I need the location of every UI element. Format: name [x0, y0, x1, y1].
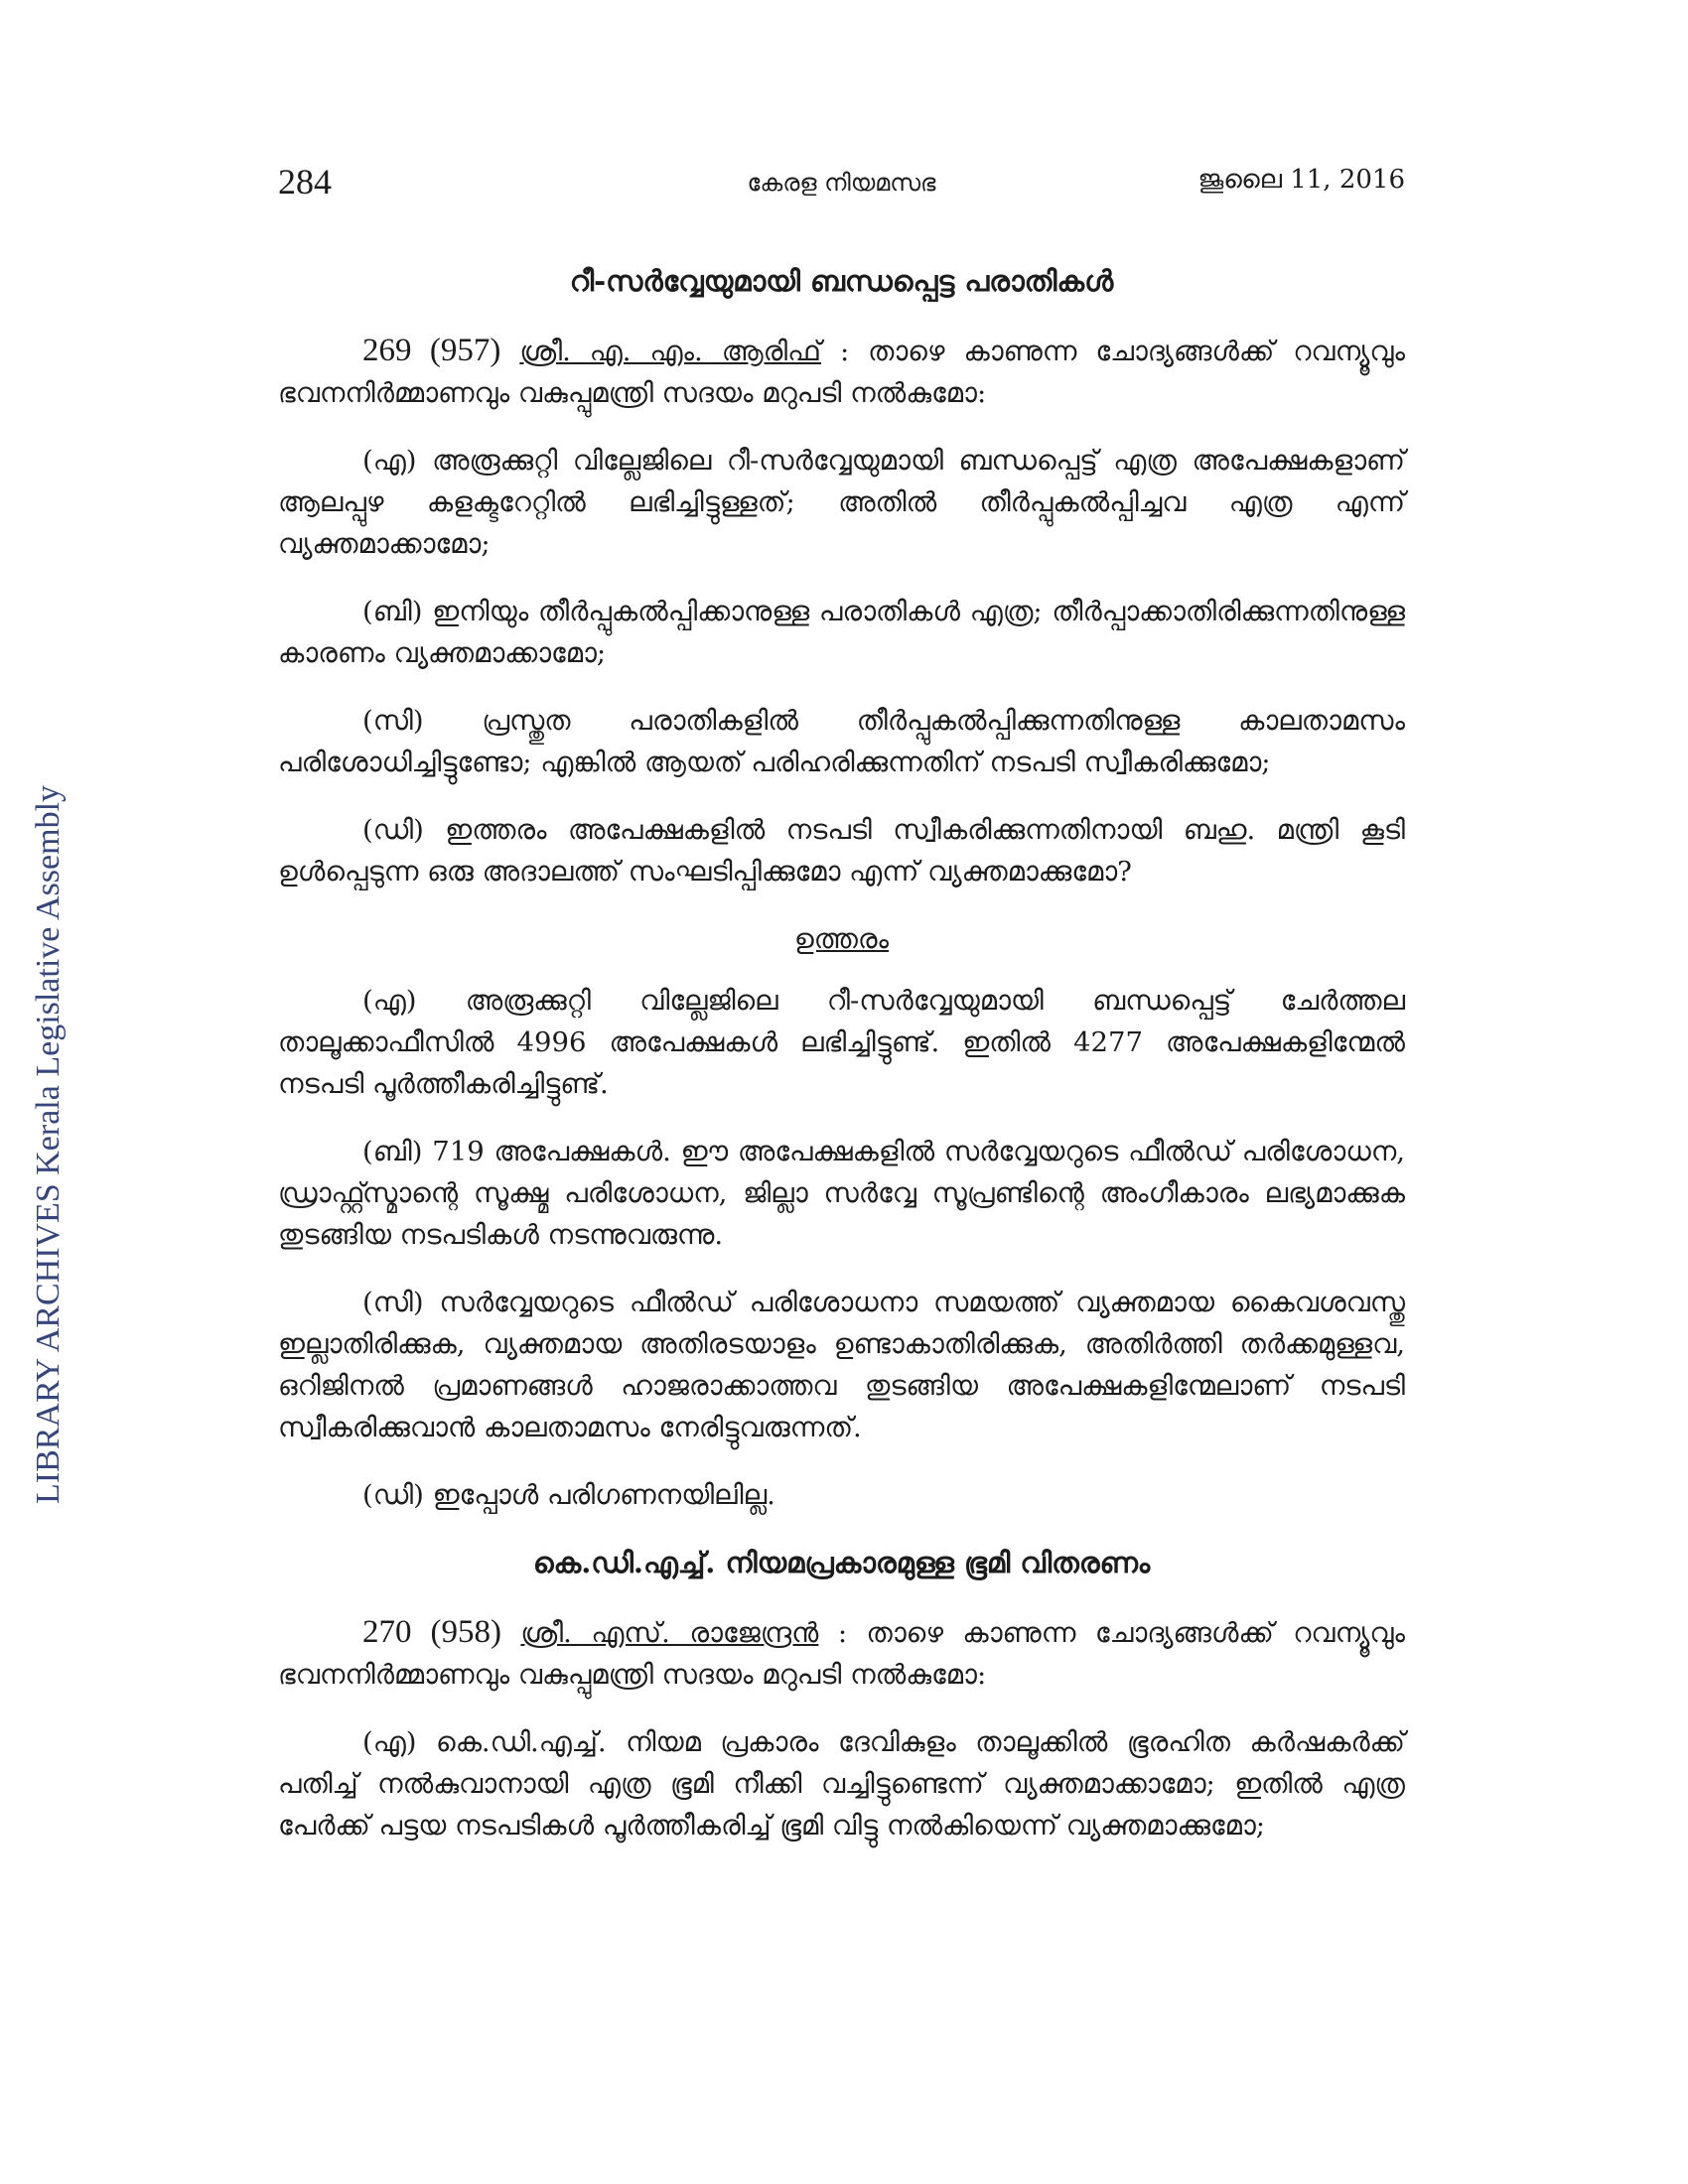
- answer-269-part-b: (ബി) 719 അപേക്ഷകൾ. ഈ അപേക്ഷകളിൽ സർവ്വേയറുടെ ഫീൽഡ് പരിശോധന, ഡ്രാഫ്റ്റ്സ്മാന്റെ സൂക്ഷ്മ പരിശോധന, ജില്ലാ സർവ്വേ സൂപ്രണ്ടിന്റെ അംഗീകാരം ലഭ്യമാക്കുക തുടങ്ങിയ നടപടികൾ നടന്നുവരുന്നു.: [278, 1136, 1405, 1251]
- question-269-part-a: (എ) അരൂക്കുറ്റി വില്ലേജിലെ റീ-സർവ്വേയുമായി ബന്ധപ്പെട്ട് എത്ര അപേക്ഷകളാണ് ആലപ്പുഴ കളക്ടറേറ്റിൽ ലഭിച്ചിട്ടുള്ളത്; അതിൽ തീർപ്പുകൽപ്പിച്ചവ എത്ര എന്ന് വ്യക്തമാക്കാമോ;: [278, 445, 1405, 560]
- question-270-number: 270 (958): [362, 1614, 501, 1650]
- question-269-number: 269 (957): [362, 333, 501, 368]
- question-269-intro-text: : താഴെ കാണുന്ന ചോദ്യങ്ങൾക്ക് റവന്യൂവും ഭവനനിർമ്മാണവും വകുപ്പുമന്ത്രി സദയം മറുപടി നൽകുമോ:: [278, 336, 1405, 409]
- page-number: 284: [278, 162, 332, 202]
- question-270-member: ശ്രീ. എസ്. രാജേന്ദ്രൻ: [520, 1617, 819, 1649]
- question-269-part-d: (ഡി) ഇത്തരം അപേക്ഷകളിൽ നടപടി സ്വീകരിക്കുന്നതിനായി ബഹു. മന്ത്രി കൂടി ഉൾപ്പെടുന്ന ഒരു അദാലത്ത് സംഘടിപ്പിക്കുമോ എന്ന് വ്യക്തമാക്കുമോ?: [278, 814, 1405, 887]
- question-270-intro: [278, 1611, 1405, 1696]
- question-269-part-b: (ബി) ഇനിയും തീർപ്പുകൽപ്പിക്കാനുള്ള പരാതികൾ എത്ര; തീർപ്പാക്കാതിരിക്കുന്നതിനുള്ള കാരണം വ്യക്തമാക്കാമോ;: [278, 596, 1405, 669]
- question-269-heading: റീ-സർവ്വേയുമായി ബന്ധപ്പെട്ട പരാതികൾ: [569, 264, 1114, 298]
- answer-269-part-a: (എ) അരൂക്കുറ്റി വില്ലേജിലെ റീ-സർവ്വേയുമായി ബന്ധപ്പെട്ട് ചേർത്തല താലൂക്കാഫീസിൽ 4996 അപേക്ഷകൾ ലഭിച്ചിട്ടുണ്ട്. ഇതിൽ 4277 അപേക്ഷകളിന്മേൽ നടപടി പൂർത്തീകരിച്ചിട്ടുണ്ട്.: [278, 985, 1405, 1100]
- answer-269-part-c: (സി) സർവ്വേയറുടെ ഫീൽഡ് പരിശോധനാ സമയത്ത് വ്യക്തമായ കൈവശവസ്തു ഇല്ലാതിരിക്കുക, വ്യക്തമായ അതിരടയാളം ഉണ്ടാകാതിരിക്കുക, അതിർത്തി തർക്കമുള്ളവ, ഒറിജിനൽ പ്രമാണങ്ങൾ ഹാജരാക്കാത്തവ തുടങ്ങിയ അപേക്ഷകളിന്മേലാണ് നടപടി സ്വീകരിക്കുവാൻ കാലതാമസം നേരിട്ടുവരുന്നത്.: [278, 1287, 1405, 1443]
- header-date: ജൂലൈ 11, 2016: [1197, 165, 1405, 195]
- archive-watermark-text: LIBRARY ARCHIVES Kerala Legislative Assembly: [30, 784, 67, 1504]
- question-269-intro: [278, 330, 1405, 414]
- question-270-intro-text: : താഴെ കാണുന്ന ചോദ്യങ്ങൾക്ക് റവന്യൂവും ഭവനനിർമ്മാണവും വകുപ്പുമന്ത്രി സദയം മറുപടി നൽകുമോ:: [278, 1617, 1406, 1691]
- answer-269-part-d: (ഡി) ഇപ്പോൾ പരിഗണനയിലില്ല.: [362, 1479, 775, 1511]
- page-header: [278, 161, 1405, 201]
- running-title: കേരള നിയമസഭ: [747, 169, 936, 197]
- answer-269-title: ഉത്തരം: [793, 923, 890, 955]
- question-270-heading: കെ.ഡി.എച്ച്. നിയമപ്രകാരമുള്ള ഭൂമി വിതരണം: [532, 1546, 1151, 1579]
- question-269-member: ശ്രീ. എ. എം. ആരിഫ്: [519, 336, 822, 367]
- question-269-part-c: (സി) പ്രസ്തുത പരാതികളിൽ തീർപ്പുകൽപ്പിക്കുന്നതിനുള്ള കാലതാമസം പരിശോധിച്ചിട്ടുണ്ടോ; എങ്കിൽ ആയത് പരിഹരിക്കുന്നതിന് നടപടി സ്വീകരിക്കുമോ;: [278, 705, 1405, 778]
- page-body: [278, 260, 1405, 1872]
- question-270-part-a: (എ) കെ.ഡി.എച്ച്. നിയമ പ്രകാരം ദേവികുളം താലൂക്കിൽ ഭൂരഹിത കർഷകർക്ക് പതിച്ച് നൽകുവാനായി എത്ര ഭൂമി നീക്കി വച്ചിട്ടുണ്ടെന്ന് വ്യക്തമാക്കാമോ; ഇതിൽ എത്ര പേർക്ക് പട്ടയ നടപടികൾ പൂർത്തീകരിച്ച് ഭൂമി വിട്ടു നൽകിയെന്ന് വ്യക്തമാക്കുമോ;: [278, 1726, 1405, 1842]
